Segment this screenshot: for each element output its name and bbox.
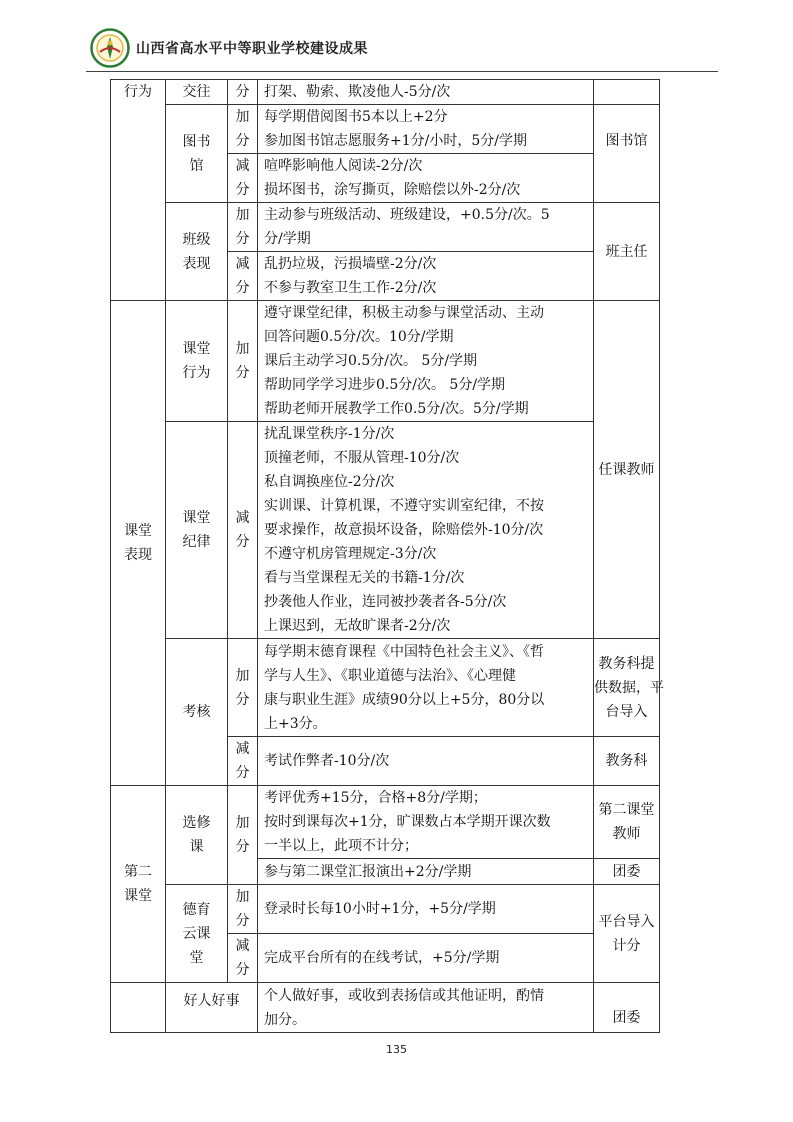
subcategory-cell: 德育 云课 堂 <box>166 885 228 983</box>
type-cell: 减 分 <box>228 154 258 203</box>
header-divider <box>86 71 718 72</box>
type-cell: 减 分 <box>228 737 258 786</box>
type-cell: 加 分 <box>228 203 258 252</box>
rule-cell: 乱扔垃圾，污损墙壁-2分/次 不参与教室卫生工作-2分/次 <box>258 252 594 301</box>
subcategory-cell: 选修 课 <box>166 786 228 885</box>
type-cell: 减 分 <box>228 252 258 301</box>
subcategory-cell: 考核 <box>166 639 228 786</box>
page-number: 135 <box>386 1043 407 1056</box>
type-cell: 加 分 <box>228 885 258 934</box>
page-header <box>90 26 718 72</box>
dept-cell: 第二课堂 教师 <box>594 786 660 859</box>
dept-cell: 图书馆 <box>594 105 660 203</box>
rule-cell: 参与第二课堂汇报演出+2分/学期 <box>258 859 594 885</box>
rule-cell: 个人做好事，或收到表扬信或其他证明，酌情 加分。 <box>258 983 594 1033</box>
rule-cell: 喧哗影响他人阅读-2分/次 损坏图书，涂写撕页，除赔偿以外-2分/次 <box>258 154 594 203</box>
rule-cell: 打架、勒索、欺凌他人-5分/次 <box>258 80 594 105</box>
table-row <box>111 301 660 422</box>
subcategory-cell: 好人好事 <box>166 983 258 1033</box>
table-row <box>111 885 660 934</box>
rule-cell: 扰乱课堂秩序-1分/次 顶撞老师，不服从管理-10分/次 私自调换座位-2分/次 实训课、计算机课，不遵守实训室纪律，不按 要求操作，故意损坏设备，除赔偿外-10分/次 不遵守机房管理规定-3分/次 看与当堂课程无关的书籍-1分/次 抄袭他人作业，连同被抄袭者各-5分/次 上课迟到，无故旷课者-2分/次 <box>258 422 594 639</box>
table-row <box>111 639 660 737</box>
rule-cell: 考试作弊者-10分/次 <box>258 737 594 786</box>
rule-cell: 完成平台所有的在线考试，+5分/学期 <box>258 934 594 983</box>
type-cell: 减 分 <box>228 934 258 983</box>
type-cell: 加 分 <box>228 105 258 154</box>
category-cell: 第二 课堂 <box>111 786 166 983</box>
category-cell: 行为 <box>111 80 166 301</box>
rule-cell: 主动参与班级活动、班级建设，+0.5分/次。5 分/学期 <box>258 203 594 252</box>
school-emblem-icon <box>90 28 130 68</box>
dept-cell: 教务科 <box>594 737 660 786</box>
dept-cell: 教务科提 供数据，平 台导入 <box>594 639 660 737</box>
category-cell: 课堂 表现 <box>111 301 166 786</box>
subcategory-cell: 课堂 纪律 <box>166 422 228 639</box>
type-cell: 加 分 <box>228 639 258 737</box>
type-cell: 加 分 <box>228 786 258 885</box>
category-cell <box>111 983 166 1033</box>
table-row <box>111 203 660 252</box>
table-row <box>111 80 660 105</box>
dept-cell: 团委 <box>594 983 660 1033</box>
type-cell: 分 <box>228 80 258 105</box>
table-row <box>111 105 660 154</box>
rule-cell: 登录时长每10小时+1分，+5分/学期 <box>258 885 594 934</box>
dept-cell: 平台导入 计分 <box>594 885 660 983</box>
score-rules-table <box>110 79 664 1033</box>
dept-cell: 团委 <box>594 859 660 885</box>
dept-cell: 任课教师 <box>594 301 660 639</box>
subcategory-cell: 图书 馆 <box>166 105 228 203</box>
subcategory-cell: 班级 表现 <box>166 203 228 301</box>
dept-cell: 班主任 <box>594 203 660 301</box>
table-row <box>111 983 660 1033</box>
table-row <box>111 422 660 639</box>
subcategory-cell: 课堂 行为 <box>166 301 228 422</box>
type-cell: 加 分 <box>228 301 258 422</box>
table-row <box>111 786 660 859</box>
rule-cell: 每学期借阅图书5本以上+2分 参加图书馆志愿服务+1分/小时，5分/学期 <box>258 105 594 154</box>
header-title: 山西省高水平中等职业学校建设成果 <box>136 41 368 57</box>
rule-cell: 遵守课堂纪律，积极主动参与课堂活动、主动 回答问题0.5分/次。10分/学期 课后主动学习0.5分/次。 5分/学期 帮助同学学习进步0.5分/次。 5分/学期 帮助老师开展教学工作0.5分/次。5分/学期 <box>258 301 594 422</box>
rule-cell: 考评优秀+15分，合格+8分/学期； 按时到课每次+1分，旷课数占本学期开课次数 一半以上，此项不计分； <box>258 786 594 859</box>
rule-cell: 每学期末德育课程《中国特色社会主义》、《哲 学与人生》、《职业道德与法治》、《心理健 康与职业生涯》成绩90分以上+5分，80分以 上+3分。 <box>258 639 594 737</box>
dept-cell <box>594 80 660 105</box>
type-cell: 减 分 <box>228 422 258 639</box>
subcategory-cell: 交往 <box>166 80 228 105</box>
